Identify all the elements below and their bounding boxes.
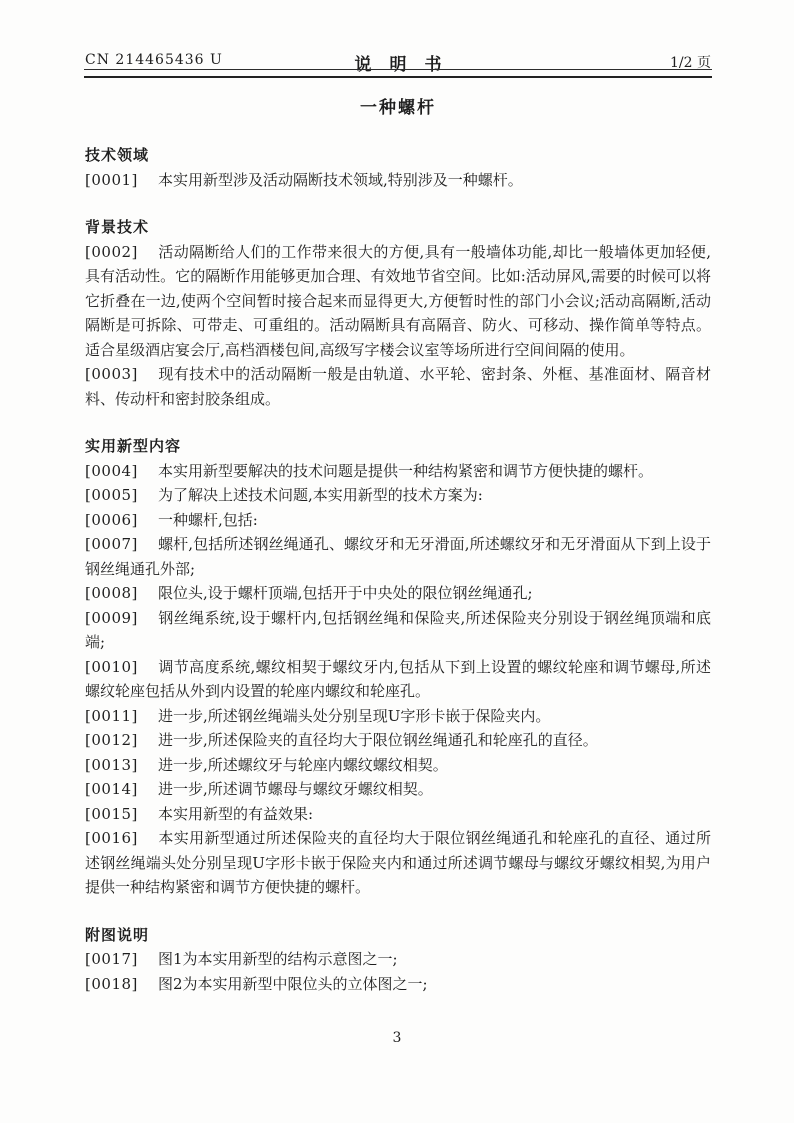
document-number: CN 214465436 U bbox=[85, 52, 223, 68]
paragraph-0011 bbox=[85, 704, 711, 729]
paragraph-number: [0012] bbox=[85, 731, 138, 749]
paragraph-number: [0006] bbox=[85, 510, 138, 529]
paragraph-text: 钢丝绳系统,设于螺杆内,包括钢丝绳和保险夹,所述保险夹分别设于钢丝绳顶端和底端; bbox=[85, 608, 711, 651]
paragraph-0006 bbox=[85, 508, 711, 533]
paragraph-number: [0011] bbox=[85, 706, 138, 725]
section-heading-drawings-description: 附图说明 bbox=[85, 925, 150, 944]
footer-page-number: 3 bbox=[392, 1030, 402, 1046]
paragraph-text: 一种螺杆,包括: bbox=[158, 510, 258, 529]
paragraph-text: 调节高度系统,螺纹相契于螺纹牙内,包括从下到上设置的螺纹轮座和调节螺母,所述螺纹轮座包括从外到内设置的轮座内螺纹和轮座孔。 bbox=[85, 657, 711, 700]
paragraph-number: [0015] bbox=[85, 804, 138, 823]
paragraph-0008 bbox=[85, 581, 711, 606]
paragraph-number: [0009] bbox=[85, 608, 138, 627]
paragraph-number: [0007] bbox=[85, 535, 138, 553]
paragraph-text: 螺杆,包括所述钢丝绳通孔、螺纹牙和无牙滑面,所述螺纹牙和无牙滑面从下到上设于钢丝绳通孔外部; bbox=[85, 535, 711, 578]
page-indicator: 1/2 页 bbox=[670, 55, 711, 71]
paragraph-0002 bbox=[85, 240, 711, 363]
paragraph-0017 bbox=[85, 947, 711, 972]
paragraph-number: [0003] bbox=[85, 365, 138, 383]
paragraph-text: 图2为本实用新型中限位头的立体图之一; bbox=[158, 974, 428, 993]
paragraph-number: [0008] bbox=[85, 584, 138, 602]
paragraph-text: 本实用新型的有益效果: bbox=[158, 804, 314, 823]
paragraph-text: 为了解决上述技术问题,本实用新型的技术方案为: bbox=[158, 486, 483, 504]
paragraph-0009 bbox=[85, 606, 711, 655]
paragraph-text: 进一步,所述调节螺母与螺纹牙螺纹相契。 bbox=[158, 780, 433, 798]
document-body bbox=[85, 96, 711, 996]
paragraph-number: [0016] bbox=[85, 829, 138, 847]
paragraph-number: [0014] bbox=[85, 780, 138, 798]
paragraph-0007 bbox=[85, 532, 711, 581]
paragraph-text: 进一步,所述保险夹的直径均大于限位钢丝绳通孔和轮座孔的直径。 bbox=[158, 731, 598, 749]
paragraph-0003 bbox=[85, 362, 711, 411]
paragraph-0014 bbox=[85, 777, 711, 802]
paragraph-0001 bbox=[85, 168, 711, 193]
paragraph-0018 bbox=[85, 972, 711, 997]
page-header bbox=[85, 50, 711, 75]
document-type-title: 说明书 bbox=[354, 55, 460, 75]
header-rule-thin bbox=[84, 69, 712, 70]
paragraph-text: 本实用新型涉及活动隔断技术领域,特别涉及一种螺杆。 bbox=[158, 170, 523, 189]
paragraph-0013 bbox=[85, 753, 711, 778]
paragraph-number: [0004] bbox=[85, 461, 138, 480]
paragraph-number: [0002] bbox=[85, 242, 138, 261]
paragraph-number: [0017] bbox=[85, 950, 138, 968]
paragraph-text: 现有技术中的活动隔断一般是由轨道、水平轮、密封条、外框、基准面材、隔音材料、传动杆和密封胶条组成。 bbox=[85, 365, 711, 408]
paragraph-text: 本实用新型通过所述保险夹的直径均大于限位钢丝绳通孔和轮座孔的直径、通过所述钢丝绳端头处分别呈现U字形卡嵌于保险夹内和通过所述调节螺母与螺纹牙螺纹相契,为用户提供一种结构紧密和调节方便快捷的螺杆。 bbox=[85, 829, 711, 896]
patent-title: 一种螺杆 bbox=[360, 98, 436, 118]
section-heading-background: 背景技术 bbox=[85, 218, 150, 236]
paragraph-0015 bbox=[85, 802, 711, 827]
header-rule-thick bbox=[84, 76, 712, 78]
paragraph-number: [0005] bbox=[85, 486, 138, 504]
paragraph-text: 图1为本实用新型的结构示意图之一; bbox=[158, 950, 398, 968]
paragraph-text: 限位头,设于螺杆顶端,包括开于中央处的限位钢丝绳通孔; bbox=[158, 584, 533, 602]
paragraph-0016 bbox=[85, 826, 711, 900]
paragraph-text: 本实用新型要解决的技术问题是提供一种结构紧密和调节方便快捷的螺杆。 bbox=[158, 461, 654, 480]
paragraph-text: 活动隔断给人们的工作带来很大的方便,具有一般墙体功能,却比一般墙体更加轻便,具有活动性。它的隔断作用能够更加合理、有效地节省空间。比如:活动屏风,需要的时候可以将它折叠在一边,使两个空间暂时接合起来而显得更大,方便暂时性的部门小会议;活动高隔断,活动隔断是可拆除、可带走、可重组的。活动隔断具有高隔音、防火、可移动、操作简单等特点。适合星级酒店宴会厅,高档酒楼包间,高级写字楼会议室等场所进行空间间隔的使用。 bbox=[85, 242, 711, 359]
paragraph-0004 bbox=[85, 459, 711, 484]
paragraph-number: [0018] bbox=[85, 974, 138, 993]
paragraph-number: [0010] bbox=[85, 657, 138, 676]
paragraph-number: [0013] bbox=[85, 755, 138, 774]
paragraph-0012 bbox=[85, 728, 711, 753]
paragraph-0010 bbox=[85, 655, 711, 704]
paragraph-0005 bbox=[85, 483, 711, 508]
paragraph-number: [0001] bbox=[85, 170, 138, 189]
section-heading-technical-field: 技术领域 bbox=[85, 146, 150, 164]
paragraph-text: 进一步,所述螺纹牙与轮座内螺纹螺纹相契。 bbox=[158, 755, 448, 774]
paragraph-text: 进一步,所述钢丝绳端头处分别呈现U字形卡嵌于保险夹内。 bbox=[158, 706, 551, 725]
section-heading-utility-model-content: 实用新型内容 bbox=[85, 437, 182, 455]
